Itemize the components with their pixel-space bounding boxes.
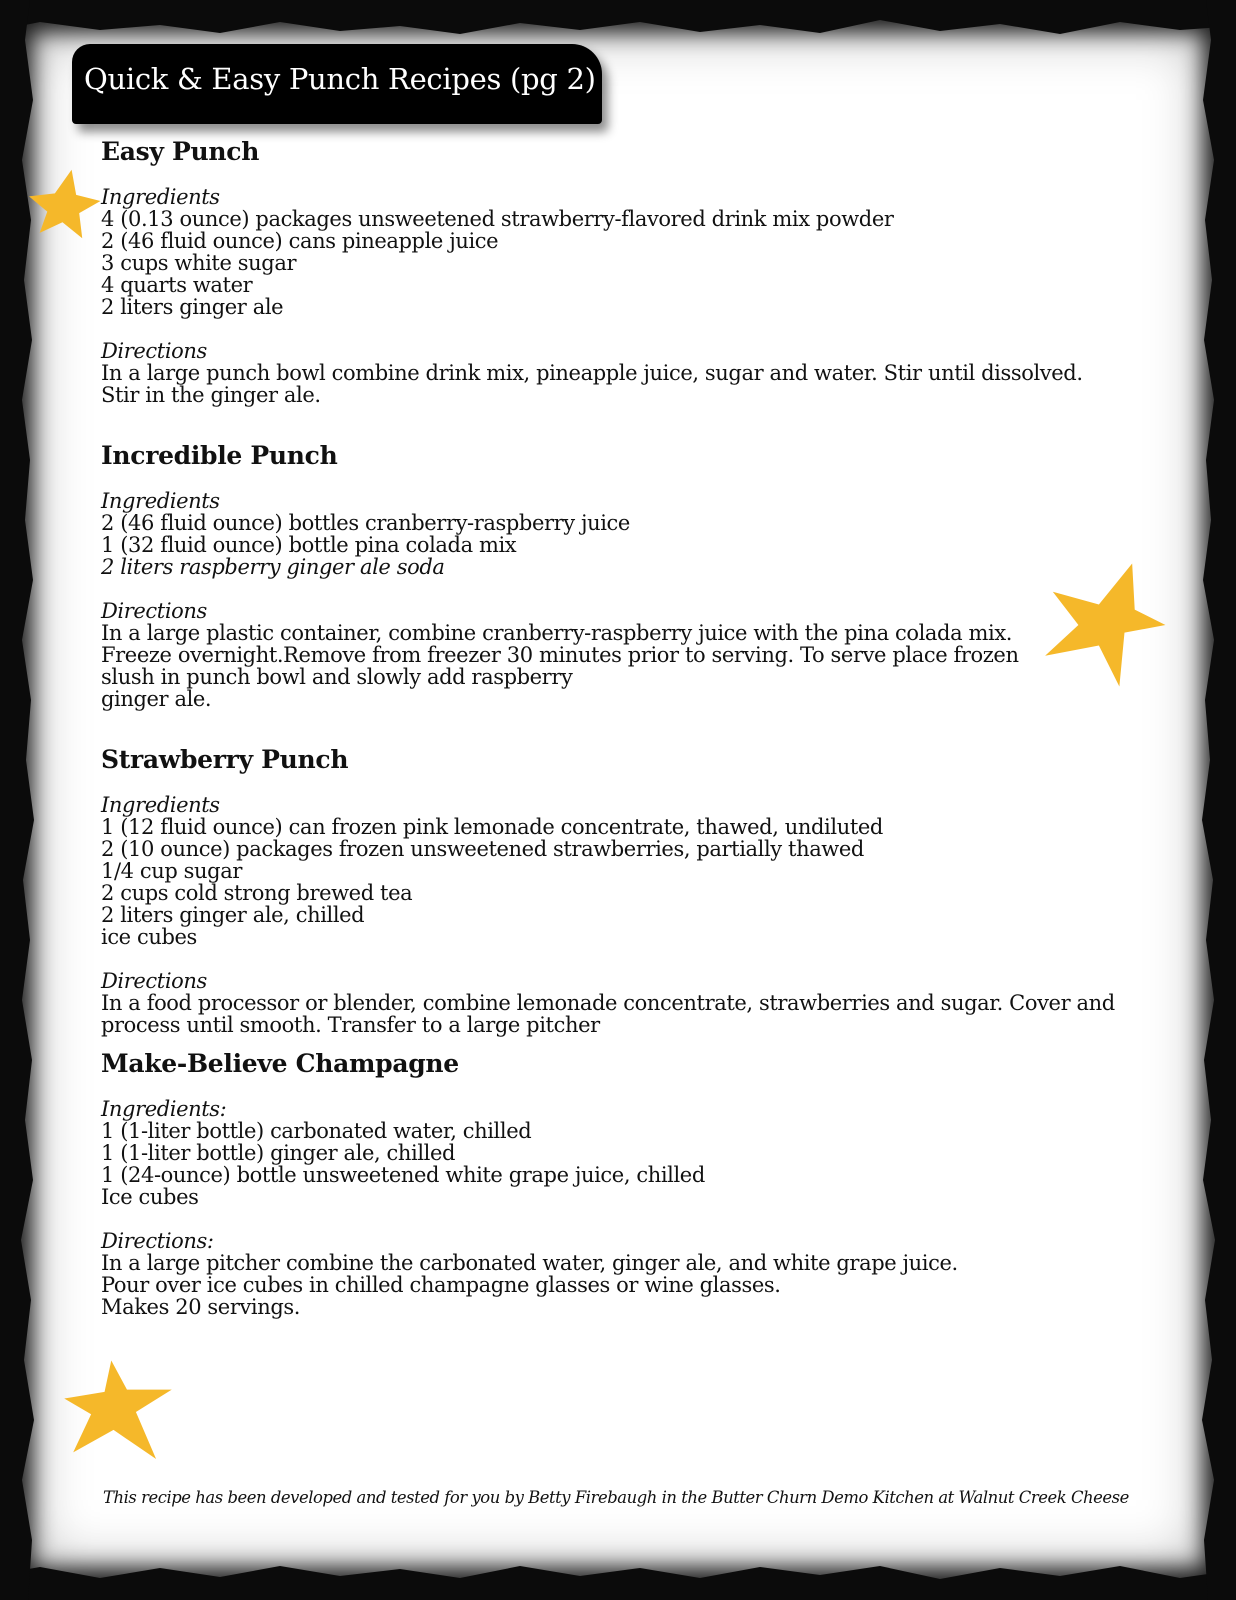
directions-label: Directions [101, 969, 207, 993]
page-title: Quick & Easy Punch Recipes (pg 2) [84, 62, 596, 96]
recipe-title: Incredible Punch [101, 441, 338, 470]
ingredient-item: 3 cups white sugar [101, 251, 297, 275]
directions-label: Directions: [101, 1229, 214, 1253]
ingredient-item: 2 (46 fluid ounce) cans pineapple juice [101, 229, 499, 253]
recipe-strawberry-punch [101, 746, 1161, 1036]
directions-text: Stir in the ginger ale. [101, 383, 321, 407]
ingredient-item: 4 (0.13 ounce) packages unsweetened strawberry-flavored drink mix powder [101, 207, 894, 231]
directions-text: In a large plastic container, combine cranberry-raspberry juice with the pina colada mix. [101, 621, 1013, 645]
recipe-title: Easy Punch [101, 137, 260, 166]
recipe-incredible-punch [101, 442, 1161, 710]
directions-text: Pour over ice cubes in chilled champagne glasses or wine glasses. [101, 1273, 781, 1297]
ingredient-item: 2 liters ginger ale, chilled [101, 903, 365, 927]
footer-credit: This recipe has been developed and tested for you by Betty Firebaugh in the Butter Churn Demo Kitchen at Walnut Creek Cheese [103, 1488, 1129, 1507]
star-icon [26, 166, 102, 242]
directions-text: Makes 20 servings. [101, 1295, 301, 1319]
recipe-title: Strawberry Punch [101, 745, 349, 774]
recipe-easy-punch [101, 138, 1161, 406]
ingredient-item: 1 (32 fluid ounce) bottle pina colada mix [101, 533, 517, 557]
ingredients-label: Ingredients: [101, 1097, 227, 1121]
ingredients-label: Ingredients [101, 793, 220, 817]
directions-text: slush in punch bowl and slowly add raspberry [101, 665, 573, 689]
ingredient-item: 4 quarts water [101, 273, 253, 297]
directions-text: In a large punch bowl combine drink mix, pineapple juice, sugar and water. Stir until dissolved. [101, 361, 1083, 385]
page-title-banner [72, 44, 602, 124]
recipe-make-believe-champagne [101, 1050, 1161, 1318]
directions-text: ginger ale. [101, 687, 212, 711]
ingredient-item: 2 liters raspberry ginger ale soda [101, 555, 445, 579]
ingredient-item: 2 (46 fluid ounce) bottles cranberry-raspberry juice [101, 511, 630, 535]
star-icon [62, 1356, 174, 1468]
directions-text: Freeze overnight.Remove from freezer 30 minutes prior to serving. To serve place frozen [101, 643, 1019, 667]
ingredient-item: 1 (24-ounce) bottle unsweetened white grape juice, chilled [101, 1163, 705, 1187]
ingredient-item: ice cubes [101, 925, 197, 949]
ingredient-item: 1 (12 fluid ounce) can frozen pink lemonade concentrate, thawed, undiluted [101, 815, 883, 839]
directions-text: In a food processor or blender, combine lemonade concentrate, strawberries and sugar. Cover and [101, 991, 1115, 1015]
ingredient-item: 2 cups cold strong brewed tea [101, 881, 413, 905]
directions-text: process until smooth. Transfer to a large pitcher [101, 1013, 600, 1037]
recipe-title: Make-Believe Champagne [101, 1049, 459, 1078]
ingredients-label: Ingredients [101, 185, 220, 209]
ingredients-label: Ingredients [101, 489, 220, 513]
ingredient-item: 2 liters ginger ale [101, 295, 284, 319]
directions-label: Directions [101, 599, 207, 623]
ingredient-item: 2 (10 ounce) packages frozen unsweetened strawberries, partially thawed [101, 837, 864, 861]
ingredient-item: Ice cubes [101, 1185, 199, 1209]
ingredient-item: 1 (1-liter bottle) ginger ale, chilled [101, 1141, 456, 1165]
directions-text: In a large pitcher combine the carbonated water, ginger ale, and white grape juice. [101, 1251, 958, 1275]
directions-label: Directions [101, 339, 207, 363]
ingredient-item: 1 (1-liter bottle) carbonated water, chilled [101, 1119, 532, 1143]
ingredient-item: 1/4 cup sugar [101, 859, 242, 883]
